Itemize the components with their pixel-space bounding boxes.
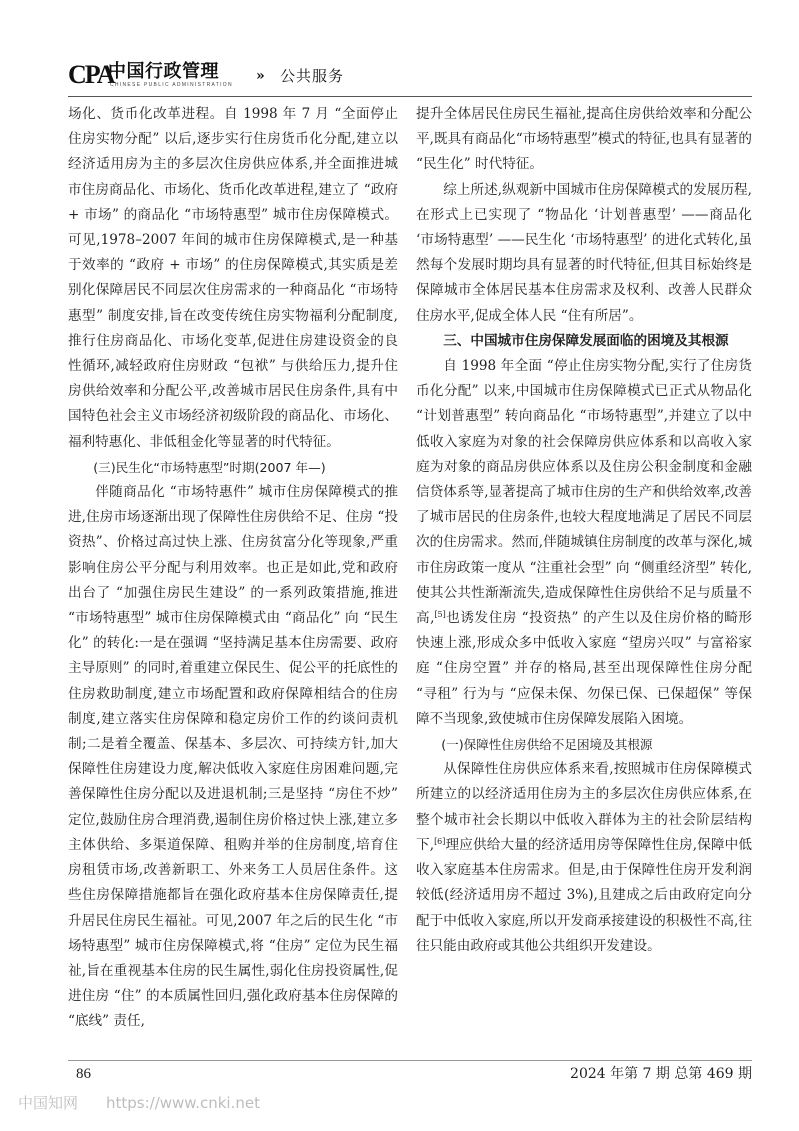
page-number: 86 bbox=[76, 1066, 91, 1082]
section-heading: 三、中国城市住房保障发展面临的困境及其根源 bbox=[443, 332, 729, 349]
journal-header bbox=[68, 58, 748, 94]
header-rule bbox=[68, 96, 752, 97]
citation-ref: [5] bbox=[434, 610, 446, 620]
journal-title-english: CHINESE PUBLIC ADMINISTRATION bbox=[110, 82, 233, 88]
issue-info: 2024 年第 7 期 总第 469 期 bbox=[570, 1066, 752, 1082]
paragraph-text: 理应供给大量的经济适用房等保障性住房,保障中低收入家庭基本住房需求。但是,由于保障性住房开发利润较低(经济适用房不超过 3%),且建成之后由政府定向分配于中低收入家庭,所以开发商承接建设的积极性不高,往往只能由政府或其他公共组织开发建设。 bbox=[416, 836, 752, 954]
paragraph-text: 也诱发住房 “投资热” 的产生以及住房价格的畸形快速上涨,形成众多中低收入家庭 “望房兴叹” 与富裕家庭 “住房空置” 并存的格局,甚至出现保障性住房分配 “寻租” 行为与 “应保未保、勿保已保、已保超保” 等保障不当现象,致使城市住房保障发展陷入困境。 bbox=[416, 610, 752, 727]
paragraph-text: 从保障性住房供应体系来看,按照城市住房保障模式所建立的以经济适用住房为主的多层次住房供应体系,在整个城市社会长期以中低收入群体为主的社会阶层结构下, bbox=[416, 761, 752, 853]
paragraph: 提升全体居民住房民生福祉,提高住房供给效率和分配公平,既具有商品化“市场特惠型”模式的特征,也具有显著的 “民生化” 时代特征。 bbox=[416, 106, 752, 173]
citation-ref: [6] bbox=[434, 836, 446, 846]
paragraph bbox=[416, 354, 752, 732]
footer-rule bbox=[68, 1060, 752, 1061]
journal-title: 中国行政管理 bbox=[108, 61, 219, 82]
subsection-heading: (三)民生化“市场特惠型”时期(2007 年—) bbox=[93, 459, 326, 475]
paragraph-text: 自 1998 年全面 “停止住房实物分配,实行了住房货币化分配” 以来,中国城市住房保障模式已正式从物品化 “计划普惠型” 转向商品化 “市场特惠型”,并建立了以中低收入家庭为对象的社会保障房供应体系和以高收入家庭为对象的商品房供应体系以及住房公积金制度和金融信贷体系等,显著提高了城市住房的生产和供给效率,改善了城市居民的住房条件,也较大程度地满足了居民不同层次的住房需求。然而,伴随城镇住房制度的改革与深化,城市住房政策一度从 “注重社会型” 向 “侧重经济型” 转化,使其公共性渐渐流失,造成保障性住房供给不足与质量不高, bbox=[416, 358, 752, 627]
left-column bbox=[68, 102, 398, 1035]
watermark-url: https://www.cnki.net bbox=[106, 1094, 260, 1112]
watermark-cnki-name: 中国知网 bbox=[18, 1094, 79, 1112]
logo-mark: CPA bbox=[68, 60, 114, 89]
paragraph bbox=[416, 757, 752, 959]
paragraph: 综上所述,纵观新中国城市住房保障模式的发展历程,在形式上已实现了 “物品化 ‘计划普惠型’ ——商品化 ‘市场特惠型’ ——民生化 ‘市场特惠型’ 的进化式转化,虽然每个发展时期均具有显著的时代特征,但其目标始终是保障城市全体居民基本住房需求及权利、改善人民群众住房水平,促成全体人民 “住有所居”。 bbox=[416, 181, 752, 324]
subsection-heading: (一)保障性住房供给不足困境及其根源 bbox=[441, 737, 653, 753]
paragraph: 伴随商品化 “市场特惠件” 城市住房保障模式的推进,住房市场逐渐出现了保障性住房供给不足、住房 “投资热”、价格过高过快上涨、住房贫富分化等现象,严重影响住房公平分配与利用效率。也正是如此,党和政府出台了 “加强住房民生建设” 的一系列政策措施,推进 “市场特惠型” 城市住房保障模式由 “商品化” 向 “民生化” 的转化:一是在强调 “坚持满足基本住房需要、政府主导原则” 的同时,着重建立保民生、促公平的托底性的住房救助制度,建立市场配置和政府保障相结合的住房制度,建立落实住房保障和稳定房价工作的约谈问责机制;二是着全覆盖、保基本、多层次、可持续方针,加大保障性住房建设力度,解决低收入家庭住房困难问题,完善保障性住房分配以及进退机制;三是坚持 “房住不炒” 定位,鼓励住房合理消费,遏制住房价格过快上涨,建立多主体供给、多渠道保障、租购并举的住房制度,培育住房租赁市场,改善新职工、外来务工人员居住条件。这些住房保障措施都旨在强化政府基本住房保障责任,提升居民住房民生福祉。可见,2007 年之后的民生化 “市场特惠型” 城市住房保障模式,将 “住房” 定位为民生福祉,旨在重视基本住房的民生属性,弱化住房投资属性,促进住房 “住” 的本质属性回归,强化政府基本住房保障的 “底线” 责任, bbox=[68, 484, 398, 1030]
section-name: 公共服务 bbox=[280, 67, 345, 85]
paragraph: 场化、货币化改革进程。自 1998 年 7 月 “全面停止住房实物分配” 以后,逐步实行住房货币化分配,建立以经济适用房为主的多层次住房供应体系,并全面推进城市住房商品化、市场化、货币化改革进程,建立了 “政府 + 市场” 的商品化 “市场特惠型” 城市住房保障模式。可见,1978–2007 年间的城市住房保障模式,是一种基于效率的 “政府 + 市场” 的住房保障模式,其实质是差别化保障居民不同层次住房需求的一种商品化 “市场特惠型” 制度安排,旨在改变传统住房实物福利分配制度,推行住房商品化、市场化变革,促进住房建设资金的良性循环,减轻政府住房财政 “包袱” 与供给压力,提升住房供给效率和分配公平,改善城市居民住房条件,具有中国特色社会主义市场经济初级阶段的商品化、市场化、福利特惠化、非低租金化等显著的时代特征。 bbox=[68, 106, 398, 450]
right-column bbox=[416, 102, 752, 959]
section-chevron-icon: » bbox=[256, 68, 265, 84]
